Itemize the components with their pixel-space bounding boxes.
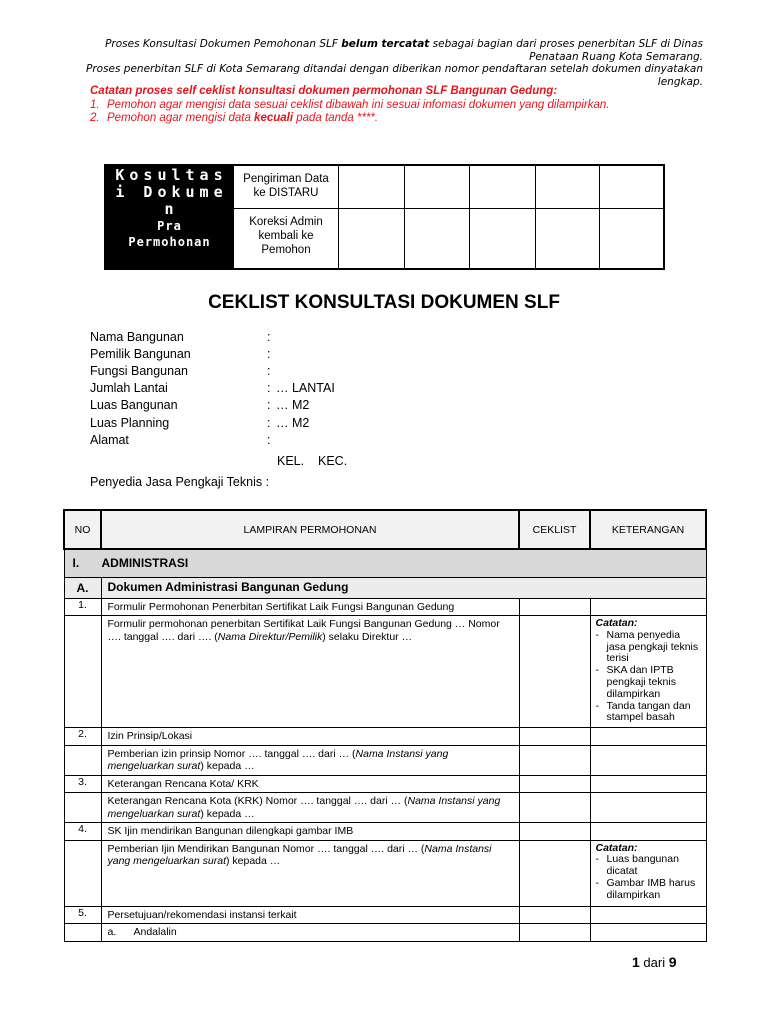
status-cell[interactable] — [535, 166, 599, 209]
table-row — [64, 906, 706, 924]
row-number: 3. — [64, 775, 101, 793]
info-colon: : — [267, 398, 271, 412]
process-notice — [60, 38, 703, 88]
info-colon: : — [267, 381, 271, 395]
catatan-item-text: SKA dan IPTB pengkaji teknis dilampirkan — [606, 664, 676, 700]
detail-text-end: ) selaku Direktur … — [322, 630, 413, 643]
penyedia-line: Penyedia Jasa Pengkaji Teknis : — [90, 475, 270, 489]
notice-text-line2: Proses penerbitan SLF di Kota Semarang ditandai dengan diberikan nomor pendaftaran setelah dokumen dinyatakan lengkap. — [85, 63, 703, 88]
row-title: Formulir Permohonan Penerbitan Sertifikat Laik Fungsi Bangunan Gedung — [101, 598, 519, 616]
subsection-row — [64, 577, 706, 598]
ceklist-cell[interactable] — [519, 793, 590, 823]
catatan-item: - SKA dan IPTB pengkaji teknis dilampirkan — [595, 664, 676, 700]
table-row — [64, 840, 706, 906]
keterangan-cell[interactable] — [590, 745, 706, 775]
self-checklist-note — [90, 85, 690, 126]
info-colon: : — [267, 416, 271, 430]
table-row — [64, 924, 706, 942]
info-label: Luas Planning — [90, 416, 170, 430]
info-label: Fungsi Bangunan — [90, 364, 188, 378]
stage-block — [106, 166, 233, 268]
keterangan-cell[interactable] — [590, 598, 706, 616]
detail-text-end: ) kepada … — [226, 855, 281, 867]
row-number-empty — [64, 840, 101, 906]
stage-block-sub2: Permohonan — [128, 235, 211, 249]
stage-block-sub1: Pra — [157, 219, 182, 233]
header-ceklist: CEKLIST — [519, 510, 590, 549]
catatan-item-text: Luas bangunan dicatat — [606, 853, 679, 878]
row-detail[interactable] — [101, 616, 519, 728]
keterangan-cell — [590, 840, 706, 906]
subsection-number: A. — [64, 577, 101, 598]
subsection-title: Dokumen Administrasi Bangunan Gedung — [101, 577, 706, 598]
notice-text-bold: belum tercatat — [341, 38, 430, 50]
status-cell[interactable] — [404, 209, 469, 268]
ceklist-cell[interactable] — [519, 906, 590, 924]
table-row — [64, 823, 706, 841]
ceklist-cell[interactable] — [519, 728, 590, 746]
page-total: 9 — [668, 954, 677, 970]
info-value[interactable]: … M2 — [276, 416, 310, 430]
detail-text-end: ) kepada … — [200, 807, 255, 820]
sub-item-letter: a. — [107, 926, 117, 938]
table-header-row — [64, 510, 706, 549]
row-number: 5. — [64, 906, 101, 924]
ceklist-cell[interactable] — [519, 745, 590, 775]
page-number — [632, 954, 677, 970]
status-cell[interactable] — [404, 166, 469, 209]
catatan-note — [591, 616, 706, 726]
catatan-item: - Nama penyedia jasa pengkaji teknis terisi — [595, 628, 699, 665]
note-item-text: Pemohon agar mengisi data sesuai ceklist dibawah ini sesuai infomasi dokumen yang dilampirkan. — [107, 98, 610, 111]
keterangan-cell[interactable] — [590, 728, 706, 746]
row-number-empty — [64, 924, 101, 942]
detail-text: Pemberian Ijin Mendirikan Bangunan Nomor …. tanggal …. dari … ( — [107, 842, 425, 855]
sub-item-text: Andalalin — [133, 926, 177, 938]
catatan-title: Catatan: — [595, 841, 638, 854]
row-number-empty — [64, 793, 101, 823]
note-title: Catatan proses self ceklist konsultasi dokumen permohonan SLF Bangunan Gedung: — [90, 85, 558, 97]
document-title: CEKLIST KONSULTASI DOKUMEN SLF — [208, 292, 560, 313]
status-cell[interactable] — [338, 166, 404, 209]
notice-text-post: sebagai bagian dari proses penerbitan SLF di Dinas Penataan Ruang Kota Semarang. — [429, 38, 703, 63]
keterangan-cell[interactable] — [590, 775, 706, 793]
info-label: Pemilik Bangunan — [90, 347, 191, 361]
note-list — [90, 99, 690, 126]
section-cell — [64, 549, 706, 577]
note-item-text-post: pada tanda ****. — [293, 112, 379, 124]
page-of-word: dari — [643, 955, 666, 970]
row-title: SK Ijin mendirikan Bangunan dilengkapi gambar IMB — [101, 823, 519, 841]
note-item-number: 1. — [90, 98, 100, 111]
catatan-title: Catatan: — [595, 617, 638, 629]
row-number-empty — [64, 745, 101, 775]
header-no: NO — [64, 510, 101, 549]
info-value[interactable]: … LANTAI — [276, 381, 335, 395]
ceklist-cell[interactable] — [519, 616, 590, 728]
status-label-pengiriman: Pengiriman Data ke DISTARU — [233, 166, 338, 209]
info-colon: : — [267, 433, 271, 447]
keterangan-cell — [590, 616, 706, 728]
info-value[interactable]: … M2 — [276, 398, 310, 412]
kel-kec-line: KEL. KEC. — [277, 454, 348, 468]
row-number: 4. — [64, 823, 101, 841]
catatan-note — [591, 841, 706, 904]
info-label: Luas Bangunan — [90, 398, 178, 412]
row-detail[interactable] — [101, 793, 519, 823]
row-title: Persetujuan/rekomendasi instansi terkait — [101, 906, 519, 924]
status-box — [104, 164, 665, 270]
ceklist-cell[interactable] — [519, 823, 590, 841]
detail-text: Formulir permohonan penerbitan Sertifikat Laik Fungsi Bangunan Gedung … Nomor …. tanggal …. dari …. ( — [107, 618, 500, 643]
status-cell[interactable] — [469, 209, 535, 268]
section-number: I. — [72, 556, 80, 571]
checklist-table — [63, 509, 707, 942]
ceklist-cell[interactable] — [519, 924, 590, 942]
table-row — [64, 745, 706, 775]
row-number: 2. — [64, 728, 101, 746]
note-item-text: Pemohon agar mengisi data — [107, 112, 255, 124]
header-keterangan: KETERANGAN — [590, 510, 706, 549]
page-current: 1 — [632, 954, 640, 970]
detail-text: Pemberian izin prinsip Nomor …. tanggal …. dari … ( — [107, 747, 356, 760]
info-label: Nama Bangunan — [90, 330, 184, 344]
detail-text: Keterangan Rencana Kota (KRK) Nomor …. tanggal …. dari … ( — [107, 795, 408, 807]
info-label: Alamat — [90, 433, 129, 447]
table-row — [64, 775, 706, 793]
row-detail[interactable] — [101, 840, 519, 906]
ceklist-cell[interactable] — [519, 598, 590, 616]
notice-text-pre: Proses Konsultasi Dokumen Pemohonan SLF — [105, 38, 342, 50]
row-detail[interactable] — [101, 745, 519, 775]
status-grid — [233, 166, 663, 268]
status-cell[interactable] — [599, 166, 663, 209]
info-label: Jumlah Lantai — [90, 381, 168, 395]
row-number: 1. — [64, 598, 101, 616]
status-label-koreksi: Koreksi Admin kembali ke Pemohon — [233, 209, 338, 268]
keterangan-cell[interactable] — [590, 823, 706, 841]
note-item-bold: kecuali — [254, 112, 294, 124]
status-cell[interactable] — [535, 209, 599, 268]
detail-italic: Nama Instansi yang mengeluarkan surat — [107, 747, 449, 772]
note-item-number: 2. — [90, 112, 100, 124]
ceklist-cell[interactable] — [519, 840, 590, 906]
detail-italic: Nama Direktur/Pemilik — [217, 630, 323, 643]
info-colon: : — [267, 364, 271, 378]
row-title: Keterangan Rencana Kota/ KRK — [101, 775, 519, 793]
note-item — [90, 99, 690, 113]
catatan-item: - Tanda tangan dan stampel basah — [595, 699, 691, 724]
catatan-item: - Luas bangunan dicatat — [595, 853, 679, 878]
section-row — [64, 549, 706, 577]
ceklist-cell[interactable] — [519, 775, 590, 793]
status-cell[interactable] — [469, 166, 535, 209]
row-detail[interactable] — [101, 924, 519, 942]
section-title: ADMINISTRASI — [101, 556, 189, 571]
detail-text-end: ) kepada … — [200, 760, 255, 772]
note-item — [90, 112, 690, 126]
row-number-empty — [64, 616, 101, 728]
header-lampiran: LAMPIRAN PERMOHONAN — [101, 510, 519, 549]
detail-italic: Nama Instansi yang mengeluarkan surat — [107, 842, 492, 867]
table-row — [64, 616, 706, 728]
catatan-item-text: Gambar IMB harus dilampirkan — [606, 876, 696, 901]
info-colon: : — [267, 347, 271, 361]
row-title: Izin Prinsip/Lokasi — [101, 728, 519, 746]
status-cell[interactable] — [338, 209, 404, 268]
table-row — [64, 728, 706, 746]
catatan-item: - Gambar IMB harus dilampirkan — [595, 876, 696, 901]
catatan-item-text: Nama penyedia jasa pengkaji teknis terisi — [606, 628, 699, 665]
keterangan-cell[interactable] — [590, 793, 706, 823]
catatan-item-text: Tanda tangan dan stampel basah — [606, 699, 691, 724]
stage-block-title: Kosultasi Dokumen — [115, 166, 228, 218]
keterangan-cell[interactable] — [590, 924, 706, 942]
table-row — [64, 598, 706, 616]
info-colon: : — [267, 330, 271, 344]
keterangan-cell[interactable] — [590, 906, 706, 924]
table-row — [64, 793, 706, 823]
status-cell[interactable] — [599, 209, 663, 268]
detail-italic: Nama Instansi yang mengeluarkan surat — [107, 795, 501, 820]
